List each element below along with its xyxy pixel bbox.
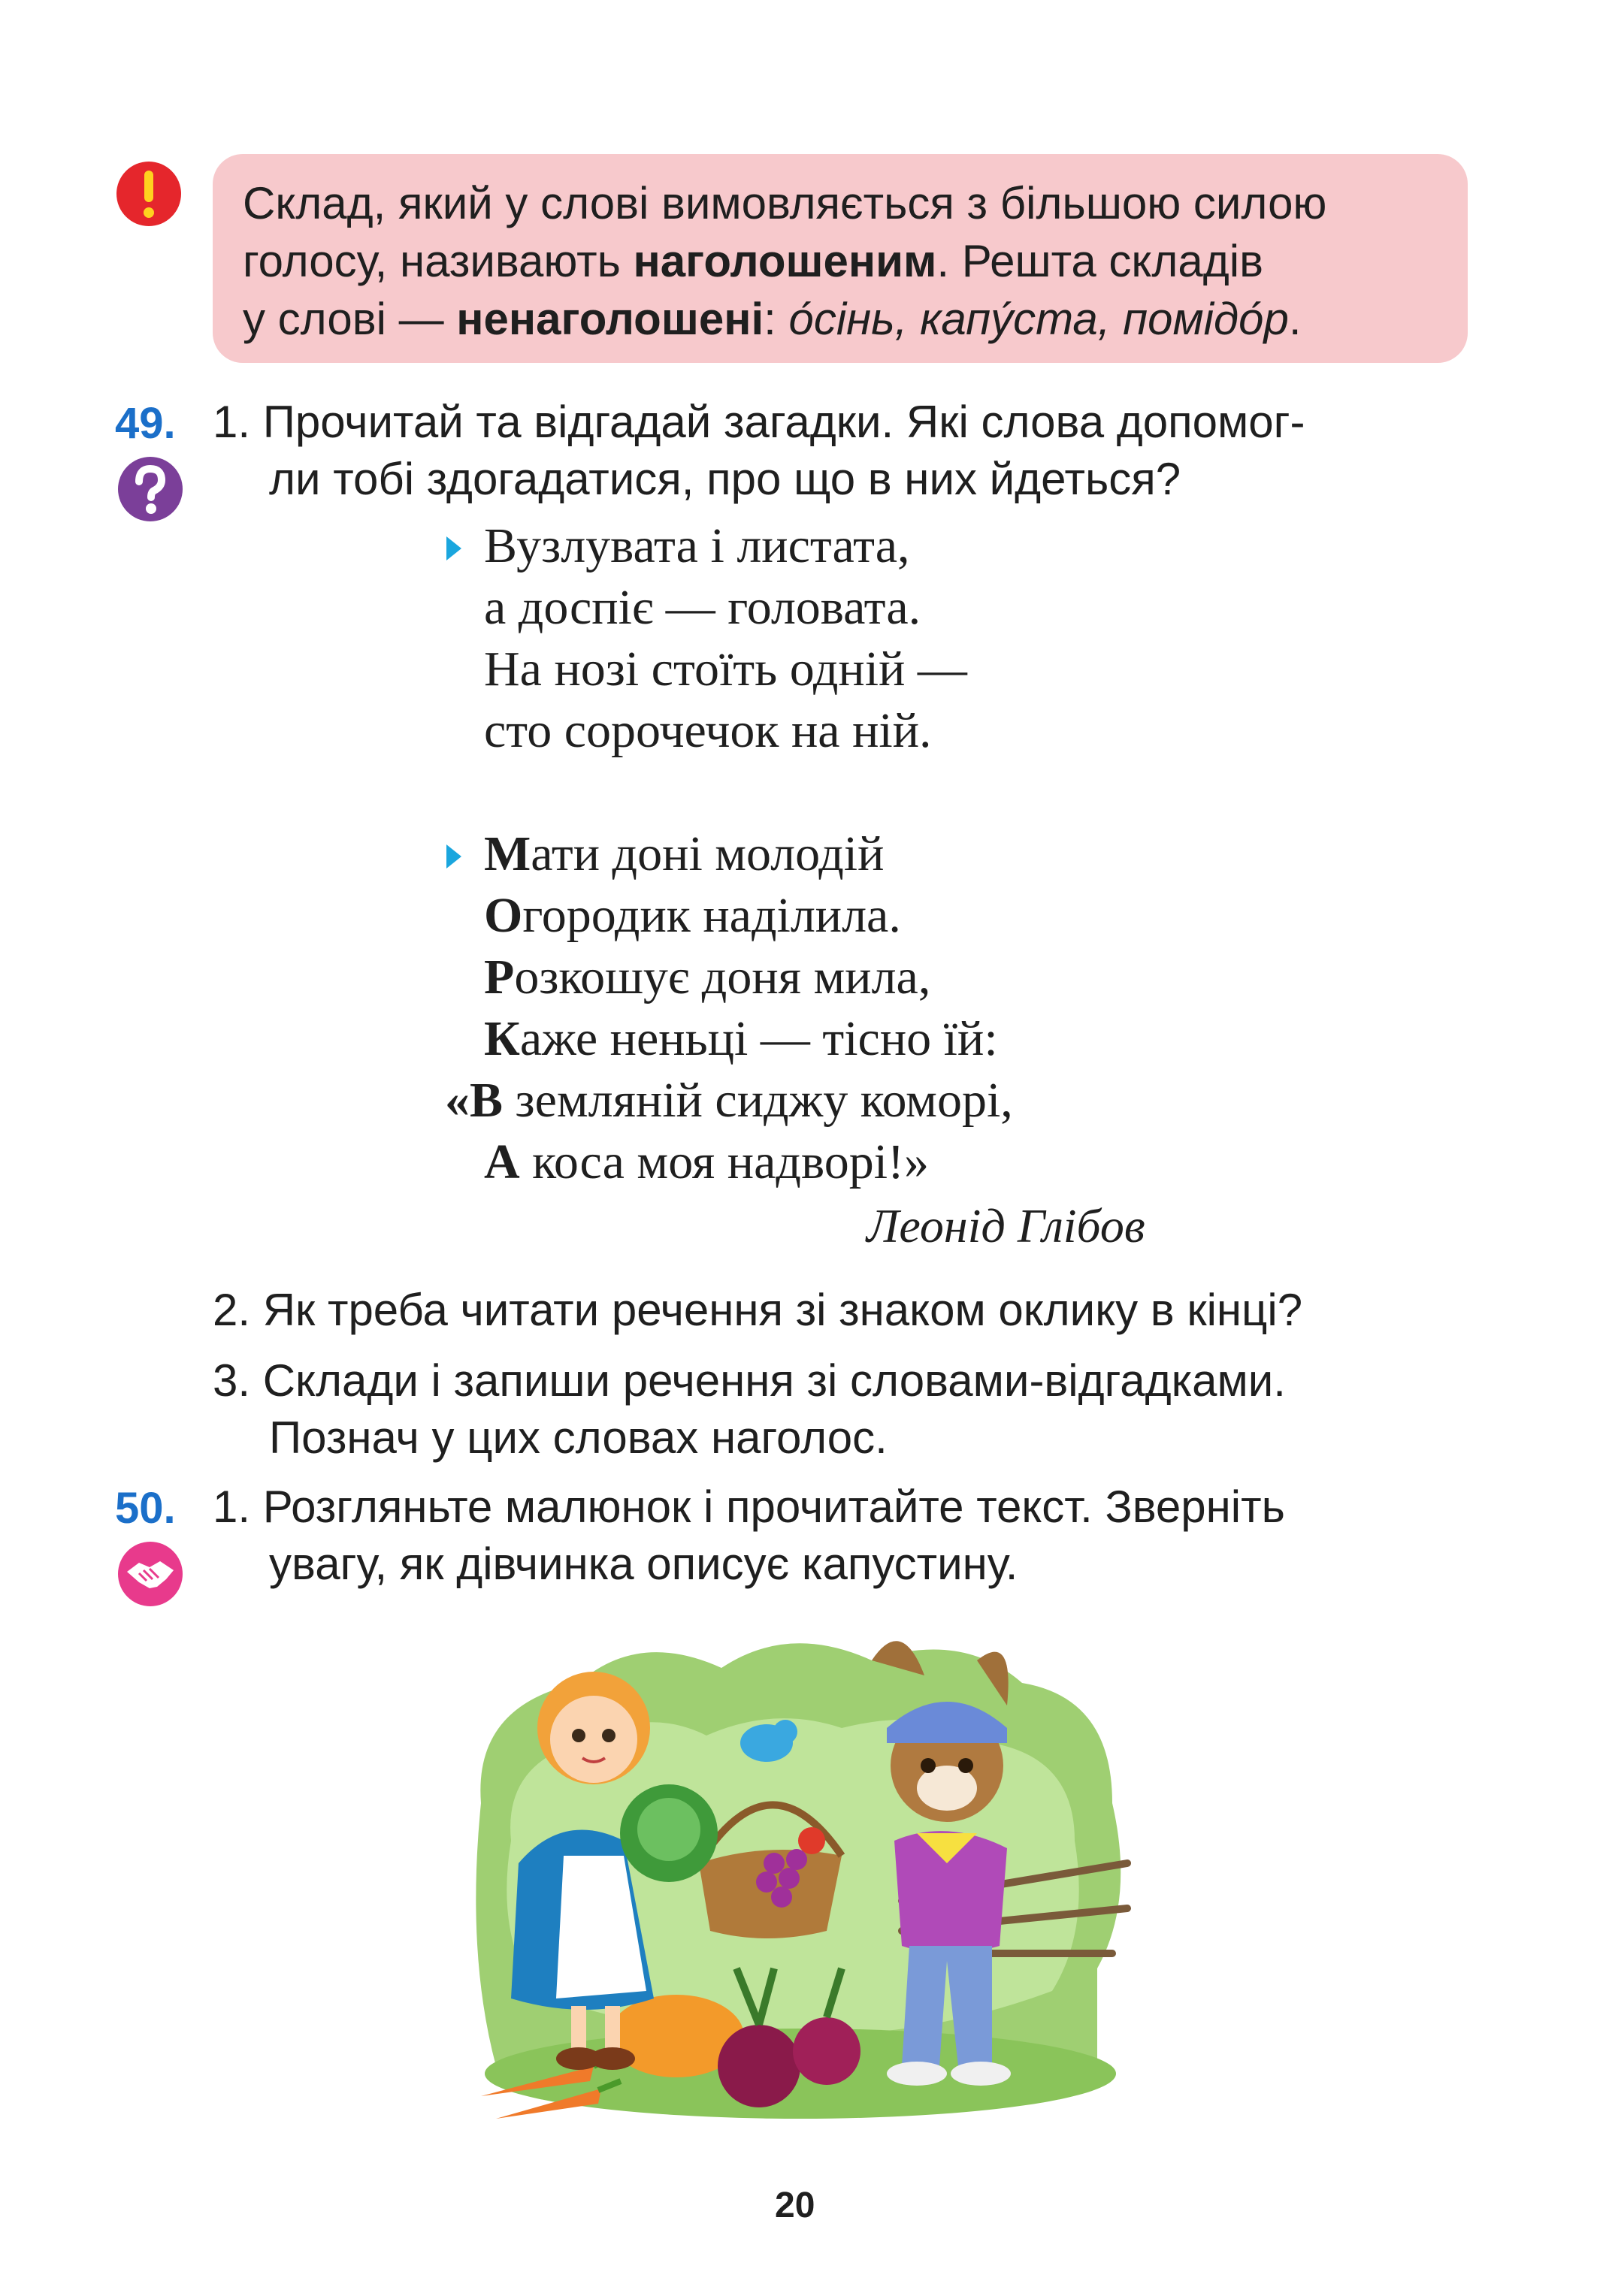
- page-number: 20: [775, 2186, 815, 2225]
- term-stressed: наголошеним: [633, 236, 937, 286]
- question-icon: [116, 455, 184, 523]
- rule-line-2: голосу, називають наголошеним. Решта складів: [243, 236, 1263, 286]
- ex49-task1-line2: ли тобі здогадатися, про що в них йдеться?: [269, 454, 1181, 504]
- riddle-1-line: Вузлувата і листата,: [484, 518, 910, 573]
- girl-with-cabbage-and-bunny-illustration: [451, 1615, 1150, 2134]
- riddle-2-line: Розкошує доня мила,: [484, 950, 931, 1005]
- riddle-1-line: сто сорочечок на ній.: [484, 703, 932, 758]
- bullet-marker-icon: [446, 844, 461, 869]
- rule-examples: о́сінь, капу́ста, помідо́р: [788, 294, 1289, 344]
- rule-text: [243, 174, 1460, 348]
- ex49-task2: 2. Як треба читати речення зі знаком оклику в кінці?: [213, 1285, 1303, 1335]
- riddle-1-line: а доспіє — головата.: [484, 580, 921, 635]
- riddle-2-line: Мати доні молодій: [484, 826, 885, 881]
- exclamation-icon: [115, 160, 183, 228]
- ex49-task1-line1: 1. Прочитай та відгадай загадки. Які слова допомог-: [213, 397, 1305, 447]
- riddle-2-line: «В земляній сиджу коморі,: [445, 1073, 1013, 1128]
- riddle-2-line: Каже неньці — тісно їй:: [484, 1011, 998, 1066]
- riddle-1-line: На нозі стоїть одній —: [484, 642, 967, 696]
- riddle-2-line: Огородик наділила.: [484, 888, 901, 943]
- bullet-marker-icon: [446, 536, 461, 560]
- ex50-task1-line2: увагу, як дівчинка описує капустину.: [269, 1539, 1018, 1589]
- ex49-task3-line2: Познач у цих словах наголос.: [269, 1412, 888, 1463]
- riddle-2-line: А коса моя надворі!»: [484, 1134, 930, 1189]
- ex50-task1-line1: 1. Розгляньте малюнок і прочитайте текст. Зверніть: [213, 1482, 1285, 1532]
- handshake-icon: [116, 1540, 184, 1608]
- rule-line-3: у слові — ненаголошені: о́сінь, капу́ста, помідо́р.: [243, 294, 1302, 344]
- exercise-number-50: 50.: [115, 1484, 176, 1533]
- term-unstressed: ненаголошені: [456, 294, 764, 344]
- exercise-number-49: 49.: [115, 399, 176, 448]
- rule-line-1: Склад, який у слові вимовляється з більшою силою: [243, 178, 1327, 228]
- ex49-task3-line1: 3. Склади і запиши речення зі словами-відгадками.: [213, 1355, 1286, 1406]
- poem-author: Леонід Глібов: [867, 1199, 1145, 1252]
